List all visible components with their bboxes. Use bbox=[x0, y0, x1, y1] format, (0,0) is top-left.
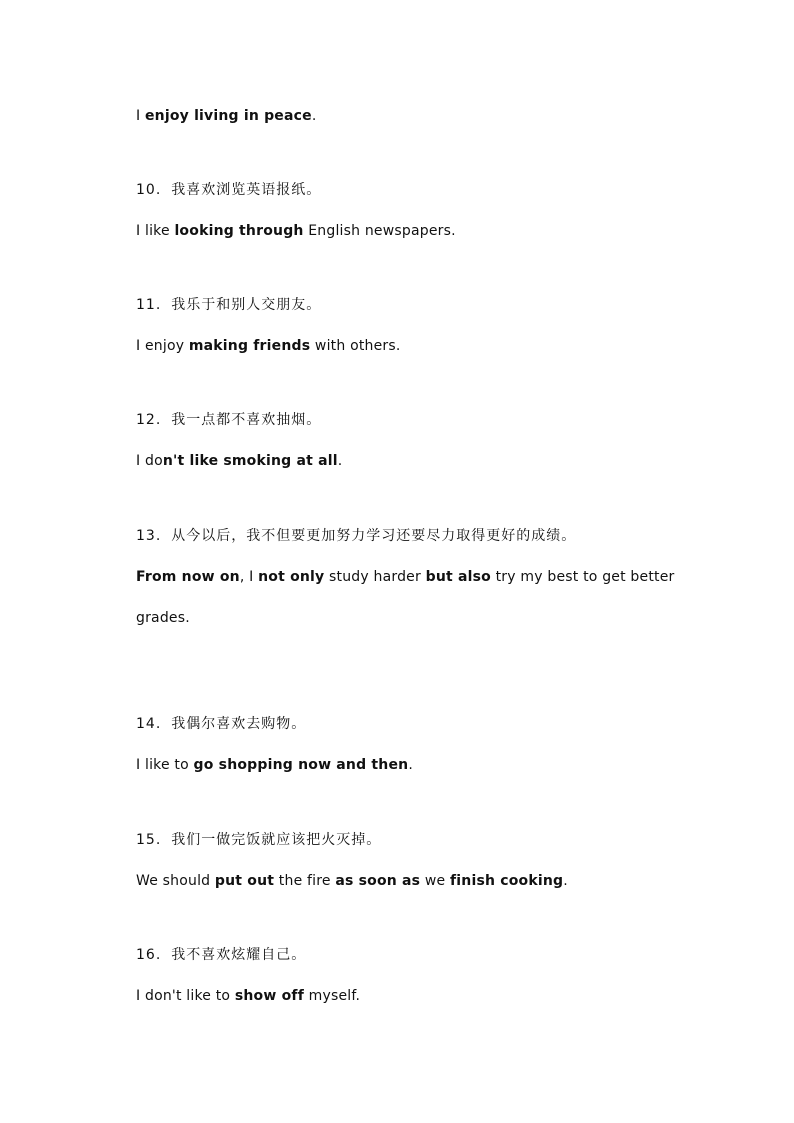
item-number: 16. bbox=[136, 947, 162, 963]
chinese-prompt-15 bbox=[136, 830, 381, 850]
english-sentence-13-continued: grades. bbox=[136, 610, 190, 626]
english-sentence-10: I like looking through English newspapers. bbox=[136, 223, 456, 239]
chinese-prompt-12 bbox=[136, 410, 321, 430]
chinese-sentence: 我们一做完饭就应该把火灭掉。 bbox=[171, 832, 382, 848]
item-number: 14. bbox=[136, 716, 162, 732]
chinese-sentence: 我乐于和别人交朋友。 bbox=[171, 297, 322, 313]
english-sentence-14: I like to go shopping now and then. bbox=[136, 757, 413, 773]
chinese-sentence: 我偶尔喜欢去购物。 bbox=[171, 716, 307, 732]
english-sentence-11: I enjoy making friends with others. bbox=[136, 338, 401, 354]
item-number: 11. bbox=[136, 297, 162, 313]
chinese-sentence: 我不喜欢炫耀自己。 bbox=[171, 947, 307, 963]
chinese-prompt-14 bbox=[136, 714, 306, 734]
english-sentence-12: I don't like smoking at all. bbox=[136, 453, 343, 469]
chinese-sentence: 我一点都不喜欢抽烟。 bbox=[171, 412, 322, 428]
english-sentence-9: I enjoy living in peace. bbox=[136, 108, 317, 124]
item-number: 12. bbox=[136, 412, 162, 428]
chinese-prompt-11 bbox=[136, 295, 321, 315]
english-sentence-13: From now on, I not only study harder but also try my best to get better bbox=[136, 569, 675, 585]
item-number: 10. bbox=[136, 182, 162, 198]
english-sentence-16: I don't like to show off myself. bbox=[136, 988, 361, 1004]
chinese-sentence: 我喜欢浏览英语报纸。 bbox=[171, 182, 322, 198]
chinese-prompt-13 bbox=[136, 526, 576, 546]
chinese-prompt-10 bbox=[136, 180, 321, 200]
english-sentence-15: We should put out the fire as soon as we finish cooking. bbox=[136, 873, 568, 889]
chinese-sentence: 从今以后，我不但要更加努力学习还要尽力取得更好的成绩。 bbox=[171, 528, 577, 544]
item-number: 13. bbox=[136, 528, 162, 544]
item-number: 15. bbox=[136, 832, 162, 848]
chinese-prompt-16 bbox=[136, 945, 306, 965]
